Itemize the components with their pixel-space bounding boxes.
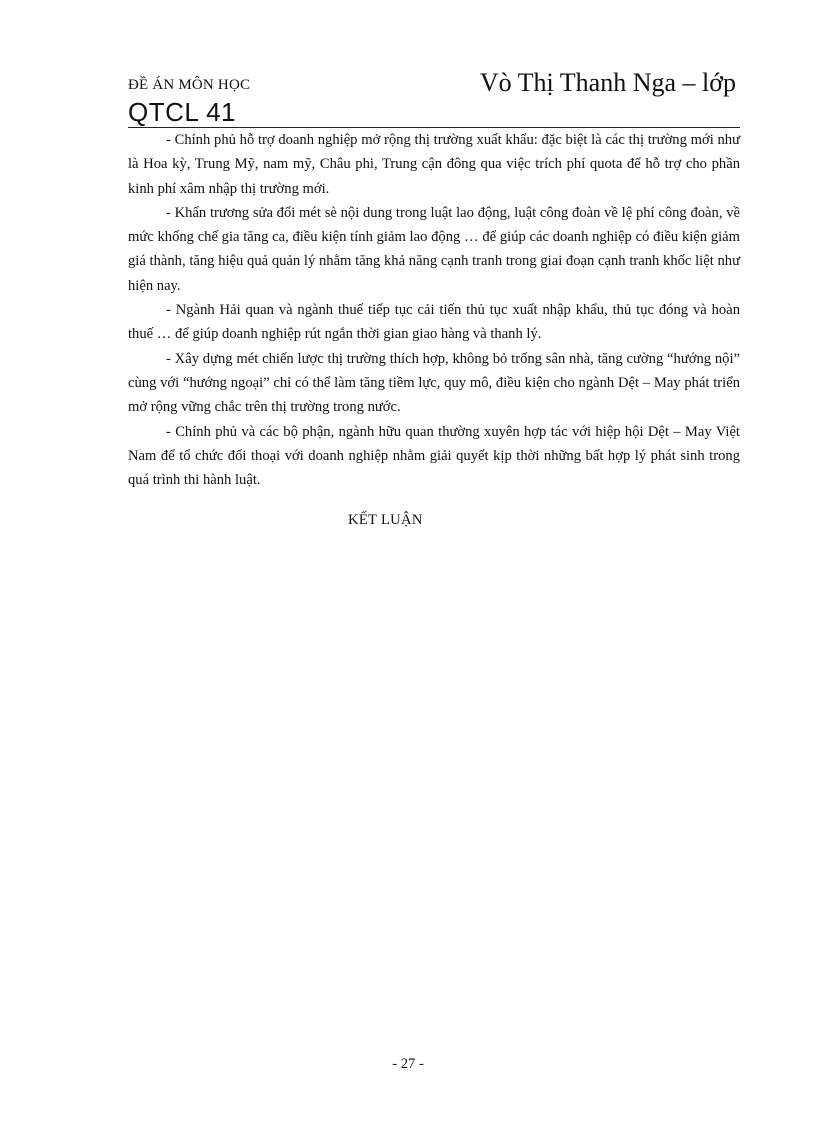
conclusion-heading: KẾT LUẬN (348, 512, 423, 528)
paragraph-government-dialogue: - Chính phủ và các bộ phận, ngành hữu quan thường xuyên hợp tác với hiệp hội Dệt – May Việt Nam để tổ chức đối thoại với doanh nghiệp nhằm giải quyết kịp thời những bất hợp lý phát sinh trong quá trình thi hành luật. (128, 423, 740, 489)
header-course-title: ĐỀ ÁN MÔN HỌC (128, 77, 251, 93)
paragraph-customs-tax: - Ngành Hải quan và ngành thuế tiếp tục cải tiến thủ tục xuất nhập khẩu, thủ tục đóng và hoàn thuế … để giúp doanh nghiệp rút ngắn thời gian giao hàng và thanh lý. (128, 302, 740, 343)
body-text (128, 128, 740, 492)
header-class-name: QTCL 41 (128, 97, 237, 127)
page-number: - 27 - (392, 1056, 424, 1072)
page-header (128, 68, 740, 128)
header-author: Vò Thị Thanh Nga – lớp (479, 68, 736, 97)
paragraph-market-strategy: - Xây dựng mét chiến lược thị trường thích hợp, không bỏ trống sân nhà, tăng cường “hướng nội” cùng với “hướng ngoại” chỉ có thể làm tăng tiềm lực, quy mô, điều kiện cho ngành Dệt – May phát triển mở rộng vững chắc trên thị trường trong nước. (128, 350, 740, 416)
paragraph-export-support: - Chính phủ hỗ trợ doanh nghiệp mở rộng thị trường xuất khẩu: đặc biệt là các thị trường mới như là Hoa kỳ, Trung Mỹ, nam mỹ, Châu phi, Trung cận đông qua việc trích phí quota để hỗ trợ cho phần kinh phí xâm nhập thị trường mới. (128, 132, 740, 197)
paragraph-labor-law: - Khẩn trương sửa đổi mét sè nội dung trong luật lao động, luật công đoàn về lệ phí công đoàn, về mức khống chế gia tăng ca, điều kiện tính giảm lao động … để giúp các doanh nghiệp có điều kiện giảm giá thành, tăng hiệu quả quản lý nhằm tăng khả năng cạnh tranh trong giai đoạn cạnh tranh khốc liệt như hiện nay. (128, 204, 740, 294)
